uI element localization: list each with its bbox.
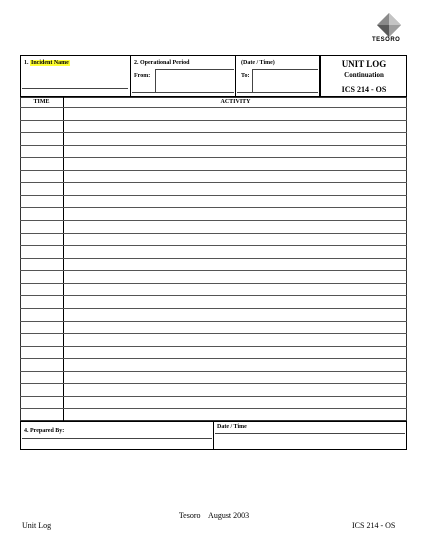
log-row-line bbox=[20, 295, 407, 296]
date-time-label: (Date / Time) bbox=[241, 60, 275, 66]
time-column-header: TIME bbox=[33, 99, 50, 105]
incident-name-label: 1. Incident Name bbox=[24, 60, 69, 66]
form-title: UNIT LOG bbox=[341, 59, 387, 69]
log-row-line bbox=[20, 195, 407, 196]
log-row-line bbox=[20, 308, 407, 309]
log-row-line bbox=[20, 321, 407, 322]
log-row-line bbox=[20, 371, 407, 372]
log-row-line bbox=[20, 245, 407, 246]
prepared-by-label: 4. Prepared By: bbox=[24, 428, 65, 434]
log-row-line bbox=[20, 233, 407, 234]
activity-column-header: ACTIVITY bbox=[220, 99, 251, 105]
log-row-line bbox=[20, 170, 407, 171]
log-row-line bbox=[20, 333, 407, 334]
incident-name-field[interactable] bbox=[22, 88, 128, 89]
log-row-line bbox=[20, 258, 407, 259]
log-row-line bbox=[20, 346, 407, 347]
log-row-line bbox=[20, 358, 407, 359]
form-subtitle: Continuation bbox=[344, 71, 384, 79]
log-row-line bbox=[20, 157, 407, 158]
log-row-line bbox=[20, 145, 407, 146]
footer-right-text: ICS 214 - OS bbox=[352, 521, 396, 530]
log-row-line bbox=[20, 270, 407, 271]
log-row-line bbox=[20, 107, 407, 108]
prepared-date-time-field[interactable] bbox=[215, 433, 405, 434]
from-field[interactable] bbox=[155, 70, 156, 92]
log-row-line bbox=[20, 283, 407, 284]
from-label: From: bbox=[134, 73, 151, 79]
brand-name: TESORO bbox=[372, 37, 401, 43]
prepared-date-time-label: Date / Time bbox=[217, 424, 247, 430]
log-row-line bbox=[20, 220, 407, 221]
footer-left-text: Unit Log bbox=[22, 521, 52, 530]
incident-name-highlight: Incident Name bbox=[31, 60, 69, 66]
log-row-line bbox=[20, 120, 407, 121]
footer-center-text: Tesoro August 2003 bbox=[178, 511, 250, 520]
to-field[interactable] bbox=[252, 70, 253, 92]
log-row-line bbox=[20, 396, 407, 397]
log-row-line bbox=[20, 182, 407, 183]
prepared-by-field[interactable] bbox=[22, 438, 212, 439]
to-label: To: bbox=[241, 73, 250, 79]
log-row-line bbox=[20, 132, 407, 133]
operational-period-label: 2. Operational Period bbox=[134, 60, 190, 66]
log-row-line bbox=[20, 207, 407, 208]
log-row-line bbox=[20, 408, 407, 409]
log-row-line bbox=[20, 383, 407, 384]
form-code: ICS 214 - OS bbox=[341, 85, 387, 94]
